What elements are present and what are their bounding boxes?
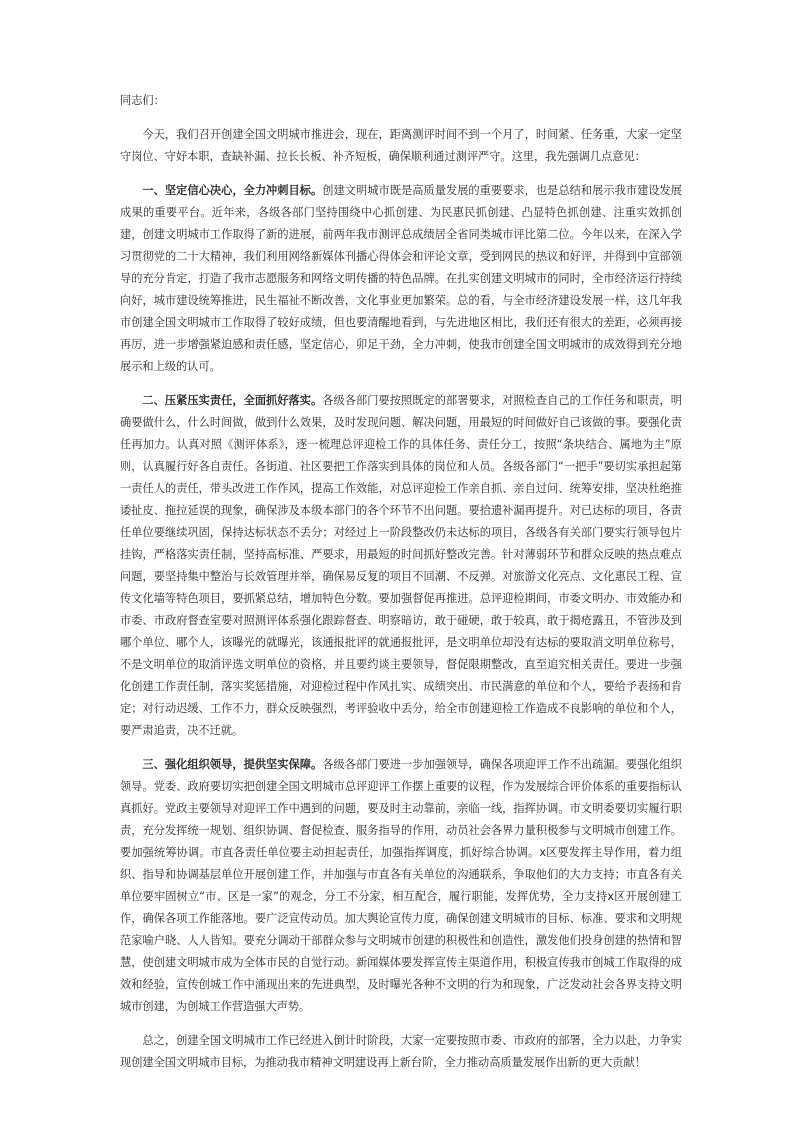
paragraph-text: 各级各部门要进一步加强领导，确保各项迎评工作不出疏漏。要强化组织领导。党委、政府要切实把创建全国文明城市总评迎评工作摆上重要的议程，作为发展综合评价体系的重要指标认真抓好。党政主要领导对迎评工作中遇到的问题，要及时主动靠前，亲临一线，指挥协调。市文明委要切实履行职责，充分发挥统一规划、组织协调、督促检查、服务指导的作用，动员社会各界力量积极参与文明城市创建工作。要加强统筹协调。市直各责任单位要主动担起责任，加强指挥调度，抓好综合协调。x区要发挥主导作用，着力组织、指导和协调基层单位开展创建工作，并加强与市直各有关单位的沟通联系，争取他们的大力支持；市直各有关单位要牢固树立“市、区是一家”的观念，分工不分家，相互配合，履行职能，发挥优势，全力支持x区开展创建工作，确保各项工作能落地。要广泛宣传动员。加大舆论宣传力度，确保创建文明城市的目标、标准、要求和文明规范家喻户晓、人人皆知。要充分调动干部群众参与文明城市创建的积极性和创造性，激发他们投身创建的热情和智慧，使创建文明城市成为全体市民的自觉行动。新闻媒体要发挥宣传主渠道作用，积极宣传我市创城工作取得的成效和经验，宣传创城工作中涌现出来的先进典型，及时曝光各种不文明的行为和现象，广泛发动社会各界支持文明城市创建，为创城工作营造强大声势。 bbox=[120, 758, 682, 1013]
document-body bbox=[120, 90, 682, 1086]
paragraph-intro bbox=[120, 124, 682, 168]
paragraph-section-2 bbox=[120, 390, 682, 742]
paragraph-text: 创建文明城市既是高质量发展的重要要求，也是总结和展示我市建设发展成果的重要平台。近年来，各级各部门坚持围绕中心抓创建、为民惠民抓创建、凸显特色抓创建、注重实效抓创建，创建文明城市工作取得了新的进展，前两年我市测评总成绩居全省同类城市评比第二位。今年以来，在深入学习贯彻党的二十大精神，我们利用网络新媒体刊播心得体会和评论文章，受到网民的热议和好评，并得到中宣部领导的充分肯定，打造了我市志愿服务和网络文明传播的特色品牌。在扎实创建文明城市的同时，全市经济运行持续向好，城市建设统筹推进，民生福祉不断改善，文化事业更加繁荣。总的看，与全市经济建设发展一样，这几年我市创建全国文明城市工作取得了较好成绩，但也要清醒地看到，与先进地区相比，我们还有很大的差距，必须再接再厉，进一步增强紧迫感和责任感，坚定信心，卯足干劲，全力冲刺，使我市创建全国文明城市的成效得到充分地展示和上级的认可。 bbox=[120, 184, 682, 373]
paragraph-section-1 bbox=[120, 180, 682, 378]
section-heading: 二、压紧压实责任，全面抓好落实。 bbox=[142, 394, 323, 407]
paragraph-conclusion bbox=[120, 1030, 682, 1074]
section-heading: 一、坚定信心决心，全力冲刺目标。 bbox=[142, 184, 323, 197]
paragraph-section-3 bbox=[120, 754, 682, 1018]
salutation: 同志们： bbox=[120, 94, 165, 107]
paragraph-text: 总之，创建全国文明城市工作已经进入倒计时阶段，大家一定要按照市委、市政府的部署，全力以赴，力争实现创建全国文明城市目标，为推动我市精神文明建设再上新台阶，全力推动高质量发展作出新的更大贡献！ bbox=[120, 1034, 682, 1069]
paragraph-text: 今天，我们召开创建全国文明城市推进会，现在，距离测评时间不到一个月了，时间紧、任务重，大家一定坚守岗位、守好本职，查缺补漏、拉长长板、补齐短板，确保顺利通过测评严守。这里，我先强调几点意见： bbox=[120, 128, 682, 163]
section-heading: 三、强化组织领导，提供坚实保障。 bbox=[142, 758, 323, 771]
paragraph-text: 各级各部门要按照既定的部署要求，对照检查自己的工作任务和职责，明确要做什么，什么时间做，做到什么效果，及时发现问题、解决问题，用最短的时间做好自己该做的事。要强化责任再加力。认真对照《测评体系》，逐一梳理总评迎检工作的具体任务、责任分工，按照“条块结合、属地为主”原则，认真履行好各自责任。各街道、社区要把工作落实到具体的岗位和人员。各级各部门“一把手”要切实承担起第一责任人的责任，带头改进工作作风，提高工作效能，对总评迎检工作亲自抓、亲自过问、统筹安排，坚决杜绝推诿扯皮、拖拉延误的现象，确保涉及本级本部门的各个环节不出问题。要拾遗补漏再提升。对已达标的项目，各责任单位要继续巩固，保持达标状态不丢分；对经过上一阶段整改仍未达标的项目，各级各有关部门要实行领导包片挂钩，严格落实责任制，坚持高标准、严要求，用最短的时间抓好整改完善。针对薄弱环节和群众反映的热点难点问题，要坚持集中整治与长效管理并举，确保易反复的项目不回潮、不反弹。对旅游文化亮点、文化惠民工程、宣传文化墙等特色项目，要抓紧总结，增加特色分数。要加强督促再推进。总评迎检期间，市委文明办、市效能办和市委、市政府督查室要对照测评体系强化跟踪督查、明察暗访，敢于碰硬，敢于较真，敢于揭疮露丑，不管涉及到哪个单位、哪个人，该曝光的就曝光，该通报批评的就通报批评，是文明单位却没有达标的要取消文明单位称号，不是文明单位的取消评选文明单位的资格，并且要约谈主要领导，督促限期整改，直至追究相关责任。要进一步强化创建工作责任制，落实奖惩措施，对迎检过程中作风扎实、成绩突出、市民满意的单位和个人，要给予表扬和肯定；对行动迟缓、工作不力，群众反映强烈，考评验收中丢分，给全市创建迎检工作造成不良影响的单位和个人，要严肃追责，决不迁就。 bbox=[120, 394, 682, 737]
